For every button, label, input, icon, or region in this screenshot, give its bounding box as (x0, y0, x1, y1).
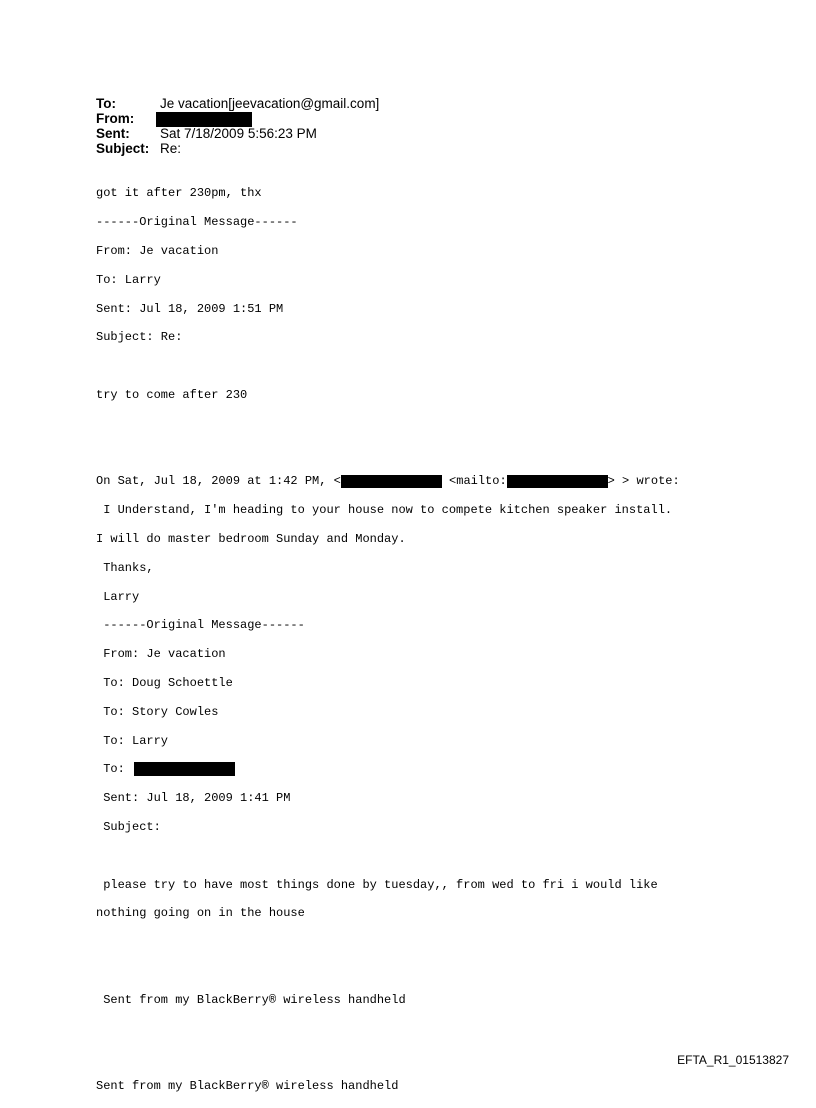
body-line: Sent from my BlackBerry® wireless handheld (96, 992, 406, 1007)
blank-line (96, 417, 680, 431)
to-label: To: (96, 96, 116, 111)
redaction-bar (507, 475, 608, 488)
subject-value: Re: (160, 141, 182, 156)
body-line: Sent from my BlackBerry® wireless handheld (96, 1079, 399, 1094)
blank-line (96, 935, 680, 949)
subject-label: Subject: (96, 141, 150, 156)
redaction-bar (156, 112, 252, 127)
body-line: Thanks, (96, 560, 154, 575)
body-line: please try to have most things done by tuesday,, from wed to fri i would like (96, 877, 658, 892)
blank-line (96, 964, 680, 978)
body-line: To: Doug Schoettle (96, 675, 233, 690)
body-line-redacted (96, 762, 680, 776)
blank-line (96, 446, 680, 460)
body-line: Subject: Re: (96, 330, 183, 345)
body-line: Sent: Jul 18, 2009 1:51 PM (96, 301, 284, 316)
redaction-bar (134, 762, 235, 776)
body-line: To: Larry (96, 272, 161, 287)
sent-value: Sat 7/18/2009 5:56:23 PM (160, 126, 317, 141)
from-label: From: (96, 111, 135, 126)
body-line: To: Larry (96, 733, 169, 748)
body-line: ------Original Message------ (96, 215, 298, 230)
document-id: EFTA_R1_01513827 (677, 1053, 789, 1067)
body-line: got it after 230pm, thx (96, 186, 262, 201)
body-line: From: Je vacation (96, 244, 219, 258)
to-prefix: To: (96, 762, 133, 777)
to-value: Je vacation[jeevacation@gmail.com] (160, 96, 380, 111)
attribution-mailto: <mailto: (441, 474, 507, 489)
body-line: nothing going on in the house (96, 906, 305, 921)
body-line: try to come after 230 (96, 387, 248, 402)
sent-label: Sent: (96, 126, 130, 141)
body-line: Subject: (96, 819, 161, 834)
body-line: ------Original Message------ (96, 618, 305, 633)
body-line: From: Je vacation (96, 647, 226, 662)
attribution-wrote: > > wrote: (607, 474, 680, 489)
body-line: I Understand, I'm heading to your house now to compete kitchen speaker install. (96, 503, 673, 518)
body-line: Larry (96, 589, 140, 604)
blank-line (96, 1022, 680, 1036)
attribution-text: On Sat, Jul 18, 2009 at 1:42 PM, < (96, 474, 341, 489)
quote-attribution-line (96, 474, 680, 488)
redaction-bar (341, 475, 442, 488)
blank-line (96, 1050, 680, 1064)
body-line: Sent: Jul 18, 2009 1:41 PM (96, 791, 291, 806)
blank-line (96, 849, 680, 863)
email-body (96, 172, 680, 1108)
blank-line (96, 359, 680, 373)
body-line: To: Story Cowles (96, 704, 219, 719)
body-line: I will do master bedroom Sunday and Monday. (96, 531, 406, 546)
